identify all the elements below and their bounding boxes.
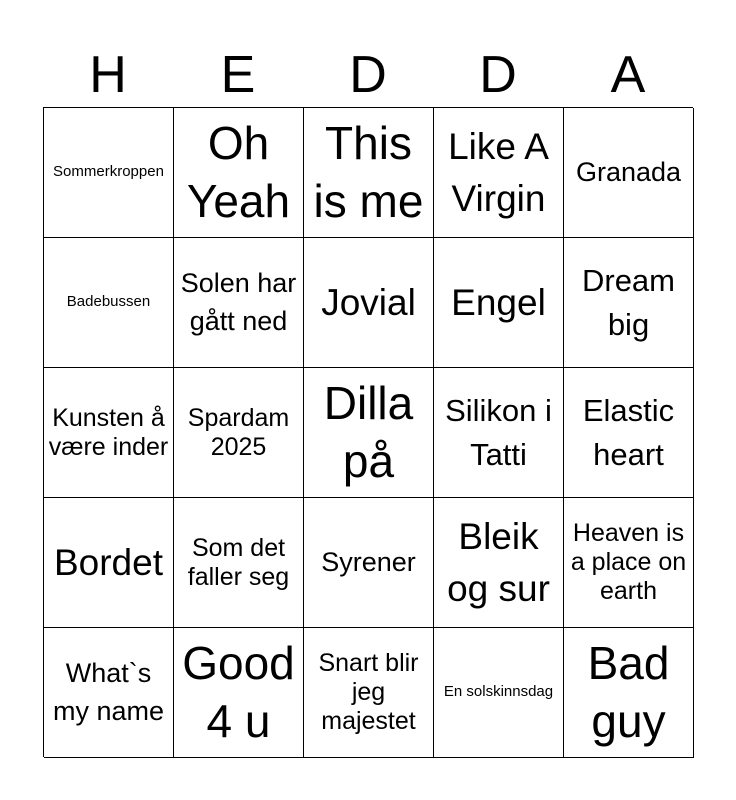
- bingo-board: [43, 107, 693, 757]
- bingo-cell-r1c2[interactable]: Oh Yeah: [174, 108, 304, 238]
- header-letter-a: A: [610, 46, 646, 104]
- header-letter-e: E: [220, 46, 256, 104]
- bingo-cell-r3c1[interactable]: Kunsten å være inder: [44, 368, 174, 498]
- header-letter-h: H: [89, 46, 127, 104]
- bingo-cell-r2c1[interactable]: Badebussen: [44, 238, 174, 368]
- bingo-cell-r5c4[interactable]: En solskinnsdag: [434, 628, 564, 758]
- bingo-cell-r5c5[interactable]: Bad guy: [564, 628, 694, 758]
- header-letter-d2: D: [479, 46, 517, 104]
- bingo-cell-r3c3[interactable]: Dilla på: [304, 368, 434, 498]
- bingo-cell-r3c5[interactable]: Elastic heart: [564, 368, 694, 498]
- bingo-cell-r2c4[interactable]: Engel: [434, 238, 564, 368]
- bingo-cell-r4c3[interactable]: Syrener: [304, 498, 434, 628]
- bingo-cell-r1c5[interactable]: Granada: [564, 108, 694, 238]
- bingo-cell-r4c1[interactable]: Bordet: [44, 498, 174, 628]
- bingo-cell-r2c2[interactable]: Solen har gått ned: [174, 238, 304, 368]
- bingo-cell-r4c2[interactable]: Som det faller seg: [174, 498, 304, 628]
- bingo-cell-r4c5[interactable]: Heaven is a place on earth: [564, 498, 694, 628]
- bingo-header: [43, 44, 693, 106]
- bingo-cell-r3c2[interactable]: Spardam 2025: [174, 368, 304, 498]
- bingo-cell-r5c3[interactable]: Snart blir jeg majestet: [304, 628, 434, 758]
- bingo-cell-r3c4[interactable]: Silikon i Tatti: [434, 368, 564, 498]
- bingo-cell-r1c1[interactable]: Sommerkroppen: [44, 108, 174, 238]
- bingo-cell-r5c1[interactable]: What`s my name: [44, 628, 174, 758]
- bingo-cell-r1c4[interactable]: Like A Virgin: [434, 108, 564, 238]
- bingo-cell-r2c5[interactable]: Dream big: [564, 238, 694, 368]
- bingo-cell-r2c3[interactable]: Jovial: [304, 238, 434, 368]
- header-letter-d1: D: [349, 46, 387, 104]
- bingo-cell-r5c2[interactable]: Good 4 u: [174, 628, 304, 758]
- bingo-cell-r1c3[interactable]: This is me: [304, 108, 434, 238]
- bingo-cell-r4c4[interactable]: Bleik og sur: [434, 498, 564, 628]
